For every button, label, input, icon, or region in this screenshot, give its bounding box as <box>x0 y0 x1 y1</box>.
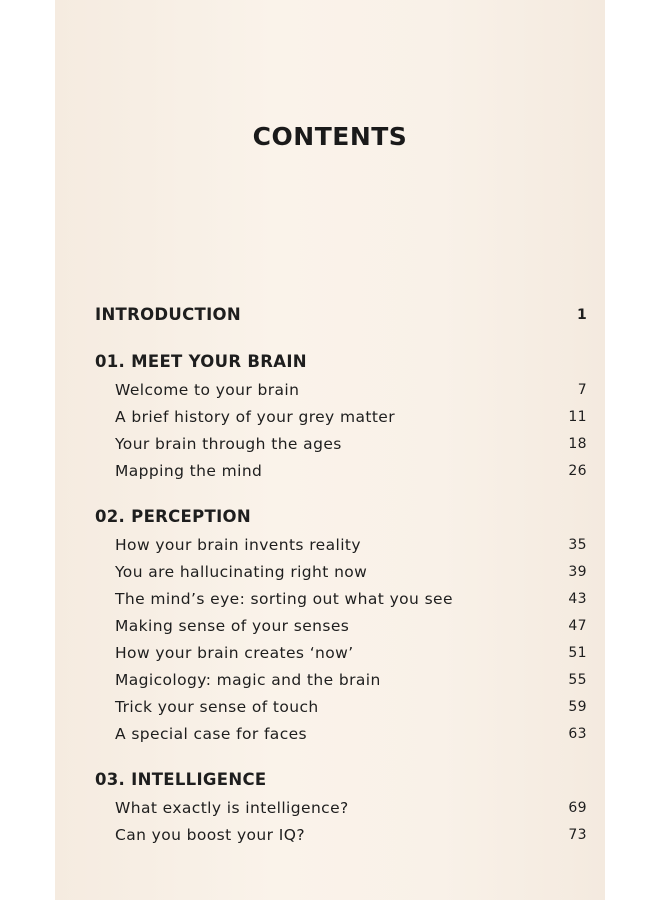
page-title: CONTENTS <box>252 122 408 151</box>
toc-entry-page-number: 43 <box>568 591 587 607</box>
toc-entry-page-number: 18 <box>568 436 587 452</box>
chapter-heading-01: 01. MEET YOUR BRAIN <box>95 352 307 371</box>
toc-entry-page-number: 59 <box>568 699 587 715</box>
toc-entry <box>95 822 590 849</box>
toc-entry-page-number: 47 <box>568 618 587 634</box>
toc-entry-label: The mind’s eye: sorting out what you see <box>115 590 453 608</box>
toc-entry <box>95 640 590 667</box>
toc-entry <box>95 586 590 613</box>
toc-entry <box>95 431 590 458</box>
toc-entry-label: What exactly is intelligence? <box>115 799 349 817</box>
toc-entry-label: Welcome to your brain <box>115 381 300 399</box>
chapter-heading-03: 03. INTELLIGENCE <box>95 770 267 789</box>
toc-entry <box>95 559 590 586</box>
toc-entry-label: Your brain through the ages <box>115 435 342 453</box>
chapter-heading-02: 02. PERCEPTION <box>95 507 251 526</box>
toc-entry-page-number: 26 <box>568 463 587 479</box>
toc-entry <box>95 404 590 431</box>
toc-entry <box>95 458 590 485</box>
introduction-label: INTRODUCTION <box>95 305 241 324</box>
toc-entry-page-number: 69 <box>568 800 587 816</box>
toc-entry-label: You are hallucinating right now <box>115 563 368 581</box>
toc-entry-page-number: 11 <box>568 409 587 425</box>
toc-entry-label: How your brain creates ‘now’ <box>115 644 354 662</box>
toc-entry-label: A special case for faces <box>115 725 308 743</box>
toc-entry <box>95 613 590 640</box>
toc-entry <box>95 377 590 404</box>
toc-entry-label: Mapping the mind <box>115 462 263 480</box>
book-page <box>55 0 605 900</box>
toc-entry-page-number: 63 <box>568 726 587 742</box>
toc-entry-page-number: 7 <box>577 382 587 398</box>
toc-entry-label: Magicology: magic and the brain <box>115 671 381 689</box>
toc-entry-label: How your brain invents reality <box>115 536 361 554</box>
toc-entry-label: A brief history of your grey matter <box>115 408 396 426</box>
toc-entry <box>95 795 590 822</box>
toc-entry <box>95 721 590 748</box>
toc-entry-page-number: 73 <box>568 827 587 843</box>
toc-entry-label: Making sense of your senses <box>115 617 350 635</box>
toc-entry-page-number: 51 <box>568 645 587 661</box>
toc-introduction <box>95 300 590 330</box>
introduction-page-number: 1 <box>576 307 587 323</box>
table-of-contents <box>95 300 590 849</box>
toc-entry <box>95 667 590 694</box>
toc-entry <box>95 532 590 559</box>
toc-entry-page-number: 39 <box>568 564 587 580</box>
toc-entry-label: Can you boost your IQ? <box>115 826 305 844</box>
toc-entry <box>95 694 590 721</box>
toc-entry-page-number: 35 <box>568 537 587 553</box>
toc-entry-label: Trick your sense of touch <box>115 698 319 716</box>
toc-entry-page-number: 55 <box>568 672 587 688</box>
